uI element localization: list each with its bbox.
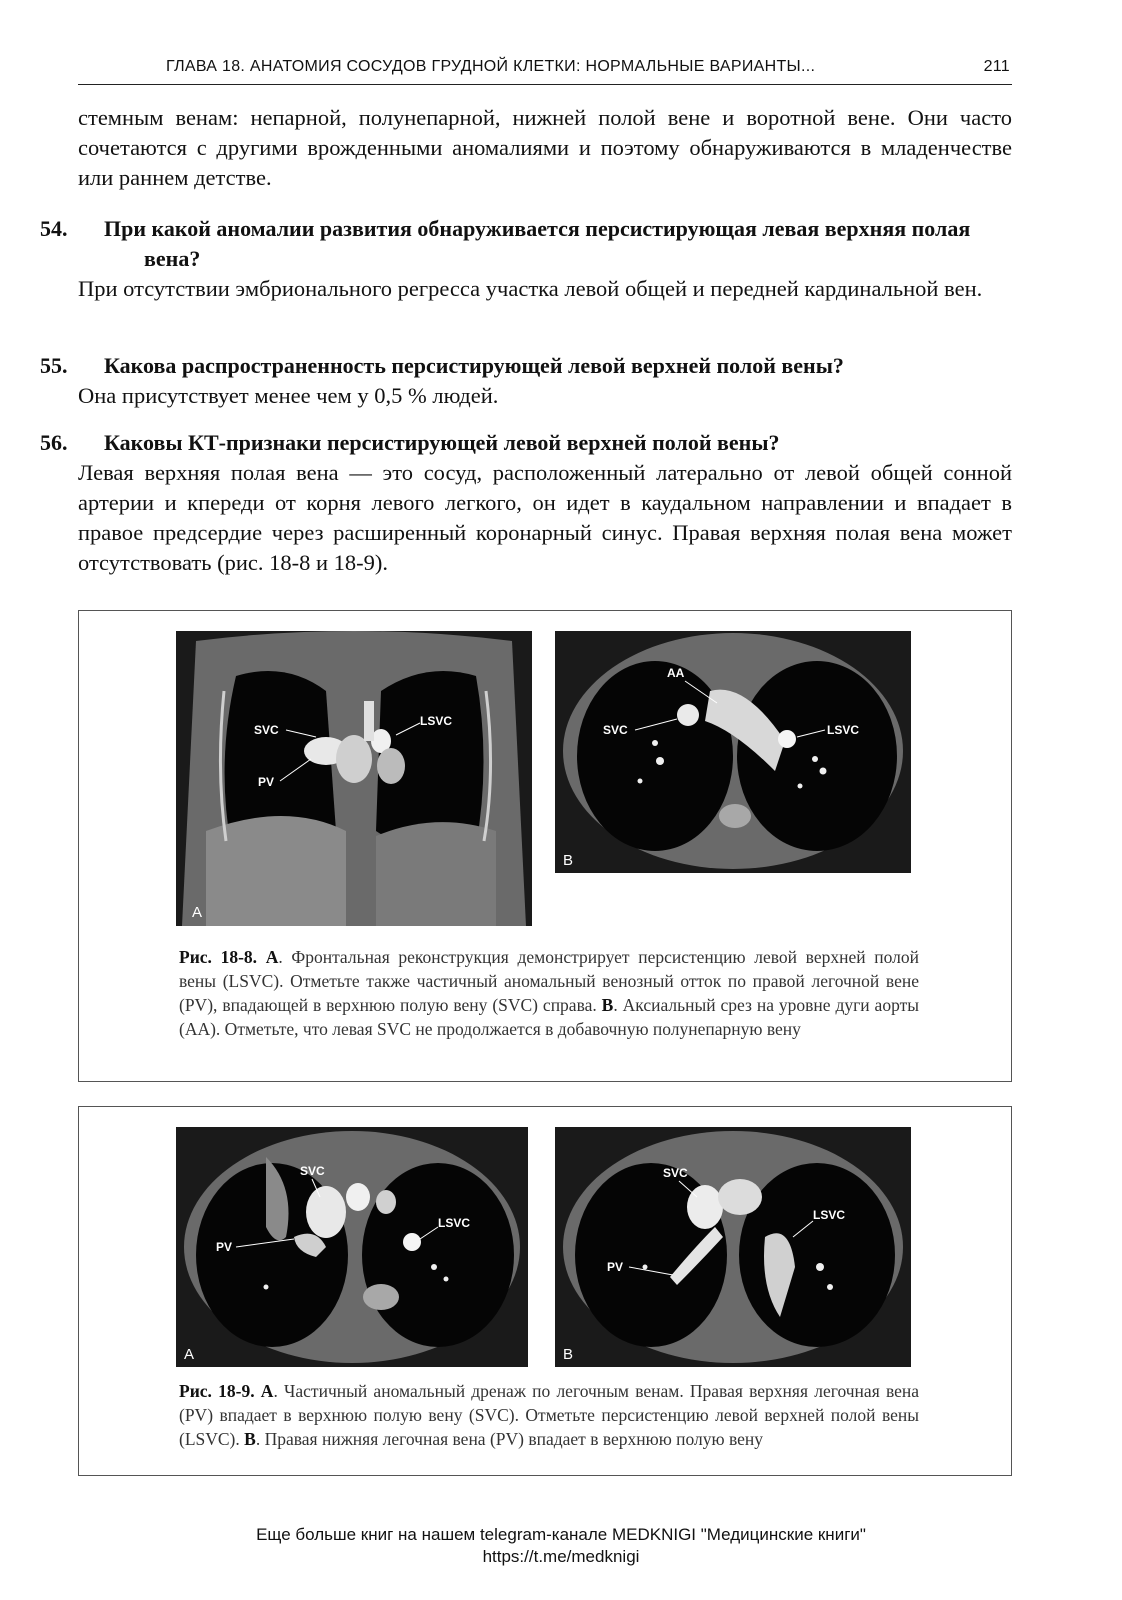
question-text: Каковы КТ-признаки персистирующей левой верхней полой вены? bbox=[104, 430, 780, 455]
label-svc: SVC bbox=[663, 1166, 688, 1180]
label-svc: SVC bbox=[603, 723, 628, 737]
panel-letter: B bbox=[563, 1346, 574, 1363]
answer-54: При отсутствии эмбрионального регресса участка левой общей и передней кардинальной вен. bbox=[78, 276, 983, 301]
footer-link[interactable]: https://t.me/medknigi bbox=[482, 1547, 640, 1566]
answer-55: Она присутствует менее чем у 0,5 % людей. bbox=[78, 383, 499, 408]
figure-caption: Рис. 18-8. А. Фронтальная реконструкция демонстрирует персистенцию левой верхней полой вены (LSVC). Отметьте также частичный аномальный венозный отток по правой легочной вене (PV), впадающей в верхнюю полую вену (SVC) справа. В. Аксиальный срез на уровне дуги аорты (АА). Отметьте, что левая SVC не продолжается в добавочную полунепарную вену bbox=[179, 947, 920, 1039]
label-pv: PV bbox=[216, 1240, 233, 1254]
figure-18-9 bbox=[78, 1106, 1012, 1476]
ct-image-axial-a bbox=[176, 1127, 528, 1367]
question-text: При какой аномалии развития обнаруживается персистирующая левая верхняя полая вена? bbox=[104, 216, 971, 271]
label-lsvc: LSVC bbox=[827, 723, 860, 737]
footer-promo: Еще больше книг на нашем telegram-канале MEDKNIGI "Медицинские книги" bbox=[256, 1525, 866, 1544]
question-55: 55. Какова распространенность персистирующей левой верхней полой вены? bbox=[40, 353, 844, 378]
ct-image-axial-b bbox=[555, 1127, 911, 1367]
panel-letter: B bbox=[563, 852, 574, 869]
intro-paragraph: стемным венам: непарной, полунепарной, нижней полой вене и воротной вене. Они часто сочетаются с другими врожденными аномалиями и поэтому обнаруживаются в младенчестве или раннем детстве. bbox=[78, 105, 1012, 190]
page-number: 211 bbox=[983, 58, 1010, 75]
label-pv: PV bbox=[607, 1260, 624, 1274]
label-lsvc: LSVC bbox=[438, 1216, 471, 1230]
running-title: ГЛАВА 18. АНАТОМИЯ СОСУДОВ ГРУДНОЙ КЛЕТКИ: НОРМАЛЬНЫЕ ВАРИАНТЫ... bbox=[166, 58, 816, 75]
question-text: Какова распространенность персистирующей левой верхней полой вены? bbox=[104, 353, 844, 378]
panel-letter: A bbox=[192, 904, 203, 921]
label-svc: SVC bbox=[254, 723, 279, 737]
figure-caption: Рис. 18-9. А. Частичный аномальный дренаж по легочным венам. Правая верхняя легочная вена (PV) впадает в верхнюю полую вену (SVC). Отметьте персистенцию левой верхней полой вены (LSVC). В. Правая нижняя легочная вена (PV) впадает в верхнюю полую вену bbox=[179, 1381, 920, 1449]
question-54: 54. При какой аномалии развития обнаруживается персистирующая левая верхняя полая вена? bbox=[40, 216, 971, 271]
answer-56: Левая верхняя полая вена — это сосуд, расположенный латерально от левой общей сонной артерии и кпереди от корня левого легкого, он идет в каудальном направлении и впадает в правое предсердие через расширенный коронарный синус. Правая верхняя полая вена может отсутствовать (рис. 18-8 и 18-9). bbox=[78, 460, 1012, 575]
ct-image-coronal bbox=[176, 631, 532, 926]
running-header bbox=[78, 54, 1012, 85]
ct-image-axial bbox=[555, 631, 911, 873]
question-56: 56. Каковы КТ-признаки персистирующей левой верхней полой вены? bbox=[40, 430, 780, 455]
label-lsvc: LSVC bbox=[420, 714, 453, 728]
figure-18-8 bbox=[78, 610, 1012, 1082]
label-pv: PV bbox=[258, 775, 275, 789]
label-aa: AA bbox=[667, 666, 685, 680]
panel-letter: A bbox=[184, 1346, 195, 1363]
label-svc: SVC bbox=[300, 1164, 325, 1178]
label-lsvc: LSVC bbox=[813, 1208, 846, 1222]
